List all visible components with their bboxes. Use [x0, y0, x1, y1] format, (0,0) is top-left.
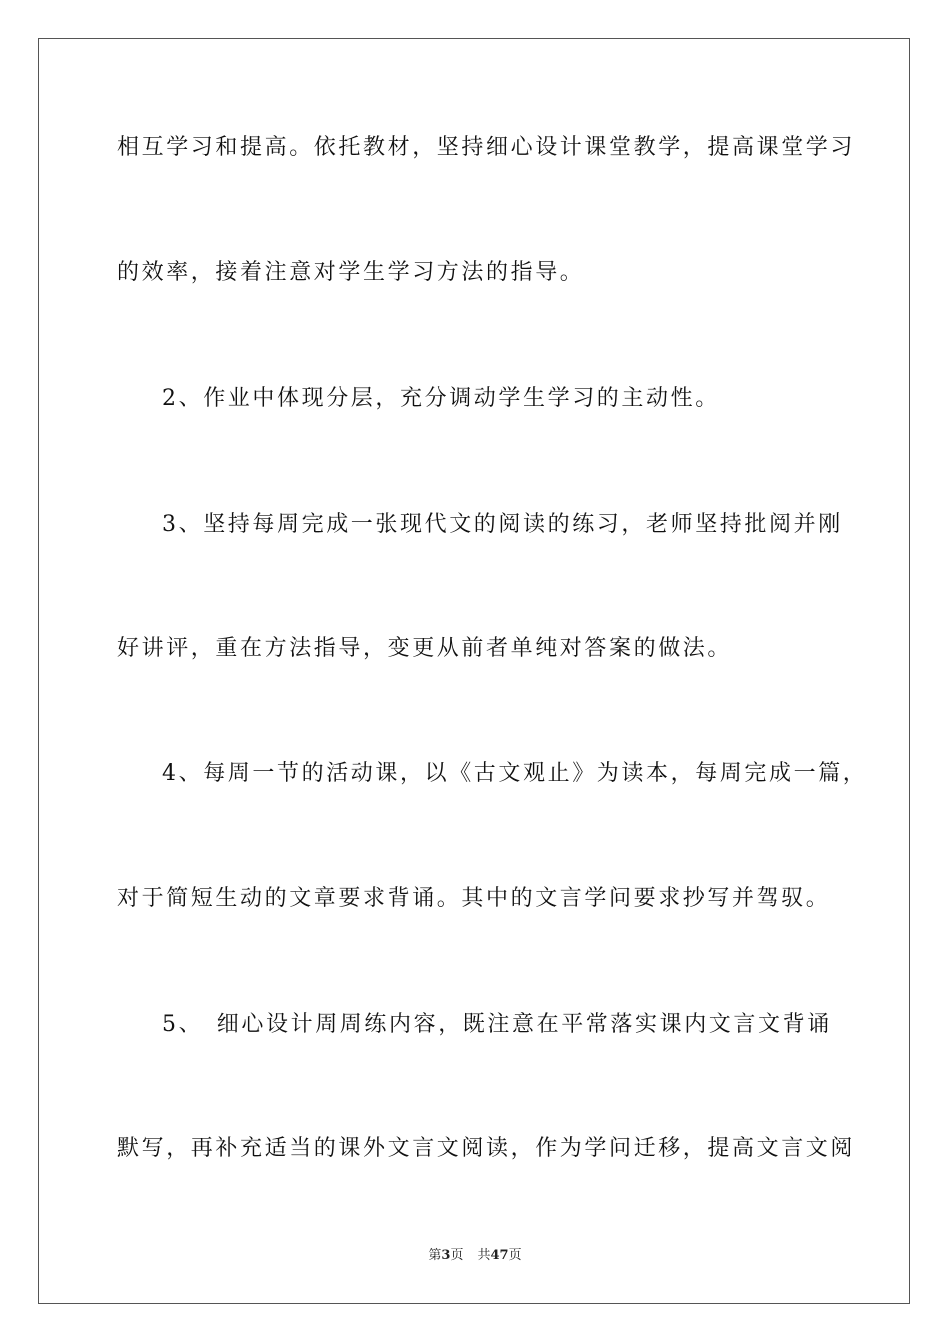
text-line-4: 3、坚持每周完成一张现代文的阅读的练习，老师坚持批阅并刚: [162, 512, 843, 537]
text-line-1: 相互学习和提高。依托教材，坚持细心设计课堂教学，提高课堂学习: [117, 135, 856, 160]
text-line-8: 5、 细心设计周周练内容，既注意在平常落实课内文言文背诵: [162, 1012, 832, 1037]
text-line-6: 4、每周一节的活动课，以《古文观止》为读本，每周完成一篇，: [162, 761, 868, 786]
page-number: 3: [441, 1248, 451, 1263]
text-line-3: 2、作业中体现分层，充分调动学生学习的主动性。: [162, 386, 720, 411]
text-line-7: 对于简短生动的文章要求背诵。其中的文言学问要求抄写并驾驭。: [117, 886, 831, 911]
text-line-5: 好讲评，重在方法指导，变更从前者单纯对答案的做法。: [117, 636, 733, 661]
total-suffix: 页: [508, 1248, 522, 1263]
page-frame: [38, 38, 910, 1304]
page-footer: [0, 1247, 950, 1265]
total-pages: 47: [490, 1248, 509, 1263]
text-line-2: 的效率，接着注意对学生学习方法的指导。: [117, 260, 585, 285]
total-prefix: 共: [477, 1248, 491, 1263]
text-line-9: 默写，再补充适当的课外文言文阅读，作为学问迁移，提高文言文阅: [117, 1136, 856, 1161]
page-prefix: 第: [428, 1248, 442, 1263]
page-suffix: 页: [450, 1248, 464, 1263]
